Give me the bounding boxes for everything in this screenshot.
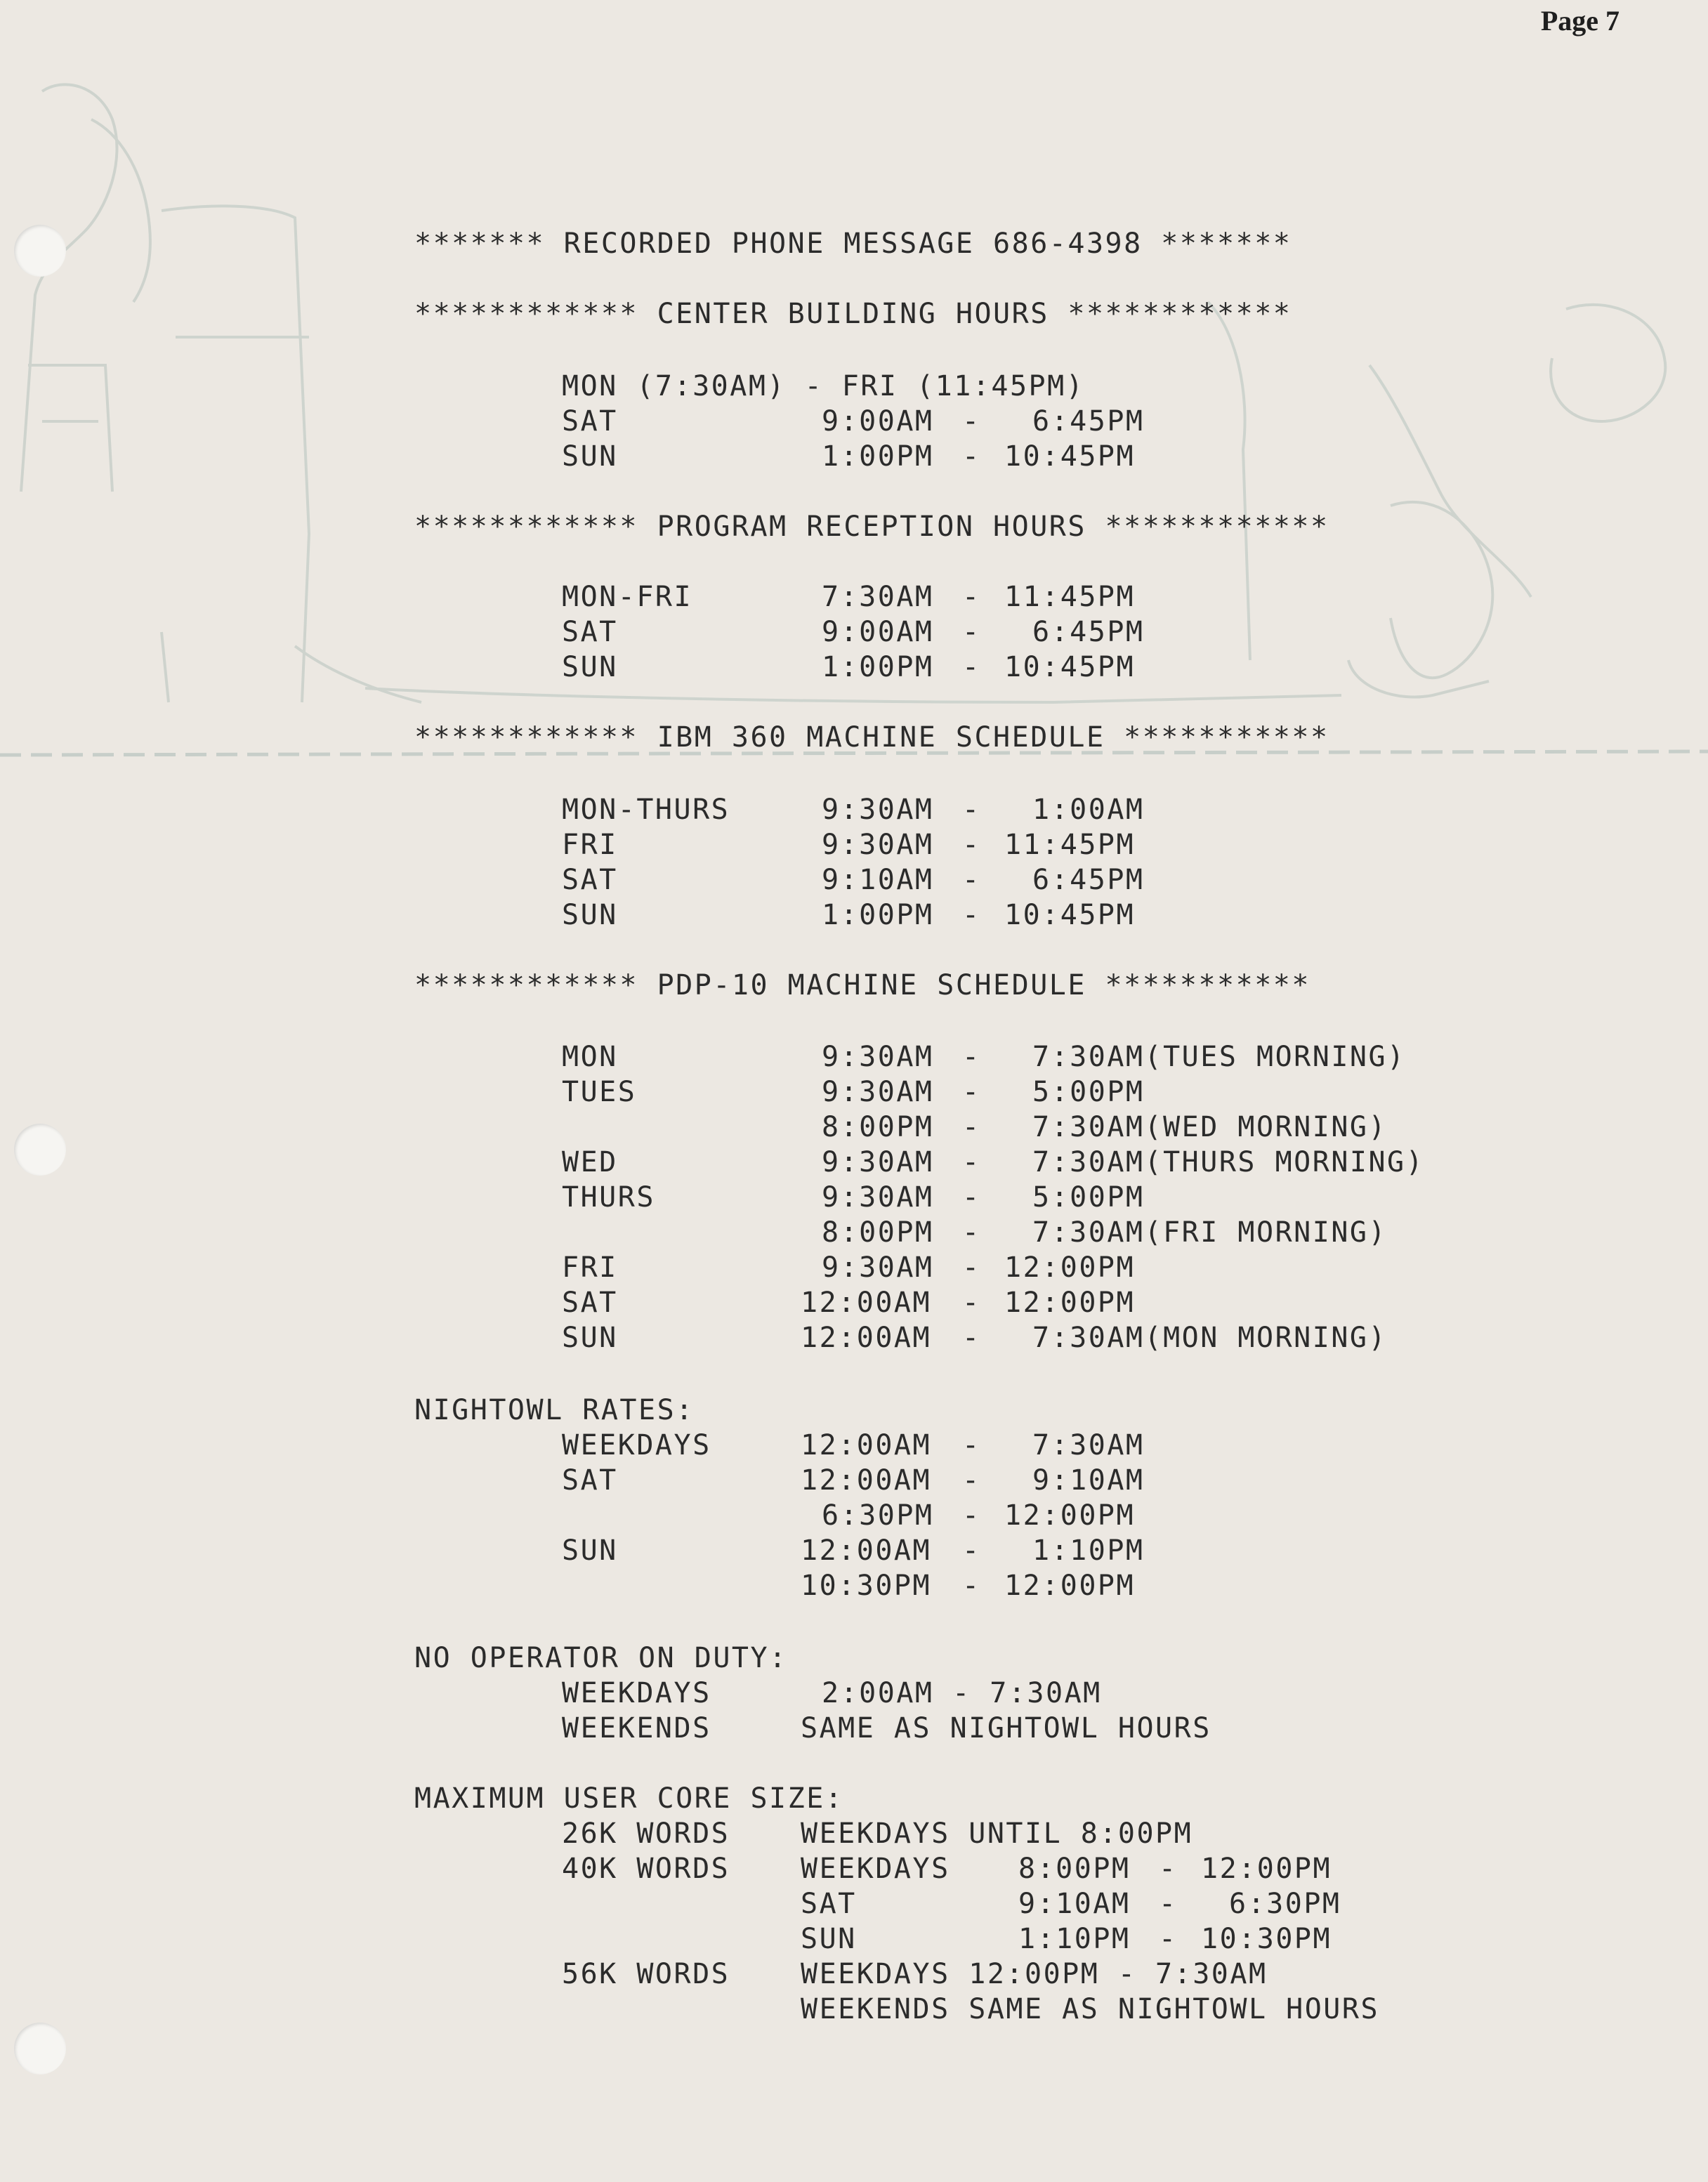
schedule-row: MON-THURS 9:30AM - 1:00AM xyxy=(562,794,1145,826)
punch-hole xyxy=(14,2023,66,2075)
schedule-row: SUN 1:00PM - 10:45PM xyxy=(562,899,1136,931)
schedule-row: SAT 9:10AM - 6:45PM xyxy=(562,864,1145,896)
schedule-row: SAT 9:00AM - 6:45PM xyxy=(562,405,1145,438)
punch-hole xyxy=(14,1124,66,1176)
schedule-row: WED 9:30AM - 7:30AM(THURS MORNING) xyxy=(562,1146,1425,1178)
punch-hole xyxy=(14,225,66,277)
schedule-row: SUN 1:00PM - 10:45PM xyxy=(562,651,1136,683)
schedule-row: SAT 9:00AM - 6:45PM xyxy=(562,616,1145,648)
schedule-row: SUN 12:00AM - 7:30AM(MON MORNING) xyxy=(562,1322,1388,1354)
section-heading: MAXIMUM USER CORE SIZE: xyxy=(414,1782,844,1815)
schedule-row: THURS 9:30AM - 5:00PM xyxy=(562,1181,1145,1214)
section-heading: NIGHTOWL RATES: xyxy=(414,1394,695,1426)
schedule-row: 8:00PM - 7:30AM(WED MORNING) xyxy=(822,1111,1388,1143)
page-number: Page 7 xyxy=(1540,5,1620,37)
schedule-row: FRI 9:30AM - 12:00PM xyxy=(562,1251,1136,1284)
schedule-row: 40K WORDS WEEKDAYS 8:00PM - 12:00PM xyxy=(562,1853,1332,1885)
schedule-row: MON-FRI 7:30AM - 11:45PM xyxy=(562,581,1136,613)
phone-message-heading: ******* RECORDED PHONE MESSAGE 686-4398 ******* xyxy=(414,228,1292,260)
schedule-row: SAT 9:10AM - 6:30PM xyxy=(801,1888,1341,1920)
schedule-row: 8:00PM - 7:30AM(FRI MORNING) xyxy=(822,1216,1388,1249)
schedule-row: SAT 12:00AM - 12:00PM xyxy=(562,1287,1136,1319)
schedule-row: TUES 9:30AM - 5:00PM xyxy=(562,1076,1145,1108)
section-heading: ************ PROGRAM RECEPTION HOURS ************ xyxy=(414,511,1329,543)
schedule-row: WEEKDAYS 12:00AM - 7:30AM xyxy=(562,1429,1145,1461)
schedule-row: MON 9:30AM - 7:30AM(TUES MORNING) xyxy=(562,1041,1406,1073)
schedule-row: WEEKENDS SAME AS NIGHTOWL HOURS xyxy=(801,1993,1380,2025)
schedule-row: 56K WORDS WEEKDAYS 12:00PM - 7:30AM xyxy=(562,1958,1268,1990)
section-heading: NO OPERATOR ON DUTY: xyxy=(414,1642,788,1674)
schedule-row: WEEKDAYS 2:00AM - 7:30AM xyxy=(562,1677,1102,1709)
schedule-row: SUN 1:10PM - 10:30PM xyxy=(801,1923,1332,1955)
schedule-row: WEEKENDS SAME AS NIGHTOWL HOURS xyxy=(562,1712,1211,1744)
section-heading: ************ IBM 360 MACHINE SCHEDULE *********** xyxy=(414,721,1329,754)
section-heading: ************ CENTER BUILDING HOURS ************ xyxy=(414,298,1292,330)
section-heading: ************ PDP-10 MACHINE SCHEDULE *********** xyxy=(414,969,1310,1001)
schedule-row: FRI 9:30AM - 11:45PM xyxy=(562,829,1136,861)
schedule-row: 10:30PM - 12:00PM xyxy=(801,1570,1136,1602)
schedule-row: SUN 12:00AM - 1:10PM xyxy=(562,1534,1145,1567)
schedule-row: SAT 12:00AM - 9:10AM xyxy=(562,1464,1145,1497)
schedule-row: 6:30PM - 12:00PM xyxy=(822,1499,1136,1532)
schedule-row: MON (7:30AM) - FRI (11:45PM) xyxy=(562,370,1085,402)
schedule-row: 26K WORDS WEEKDAYS UNTIL 8:00PM xyxy=(562,1818,1193,1850)
schedule-row: SUN 1:00PM - 10:45PM xyxy=(562,440,1136,473)
